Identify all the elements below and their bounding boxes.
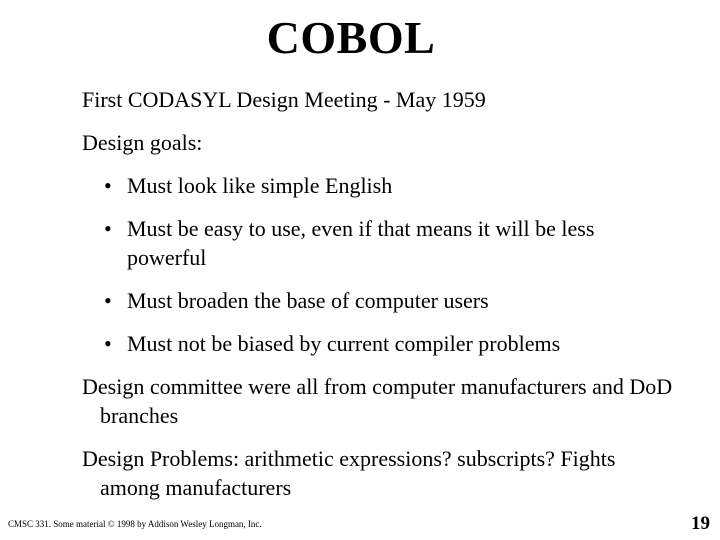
page-number: 19 — [691, 513, 710, 534]
goal-bullet-4 — [104, 329, 664, 358]
committee-paragraph: Design committee were all from computer manufacturers and DoD branches — [82, 374, 673, 428]
slide-title: COBOL — [266, 12, 436, 63]
problems-paragraph: Design Problems: arithmetic expressions? subscripts? Fights among manufacturers — [82, 446, 616, 500]
goal-bullet-1 — [104, 171, 664, 200]
design-goals-heading: Design goals: — [82, 130, 203, 155]
goal-text: Must broaden the base of computer users — [127, 288, 489, 313]
footer-credit: CMSC 331. Some material © 1998 by Addison Wesley Longman, Inc. — [8, 519, 262, 529]
goal-text: Must be easy to use, even if that means it will be less powerful — [127, 216, 595, 270]
bullet-icon: • — [104, 288, 112, 313]
bullet-icon: • — [104, 216, 112, 241]
goal-bullet-2 — [104, 214, 664, 272]
meeting-line: First CODASYL Design Meeting - May 1959 — [82, 87, 486, 112]
goal-text: Must look like simple English — [127, 173, 393, 198]
goal-bullet-3 — [104, 286, 664, 315]
goal-text: Must not be biased by current compiler problems — [127, 331, 561, 356]
bullet-icon: • — [104, 331, 112, 356]
bullet-icon: • — [104, 173, 112, 198]
